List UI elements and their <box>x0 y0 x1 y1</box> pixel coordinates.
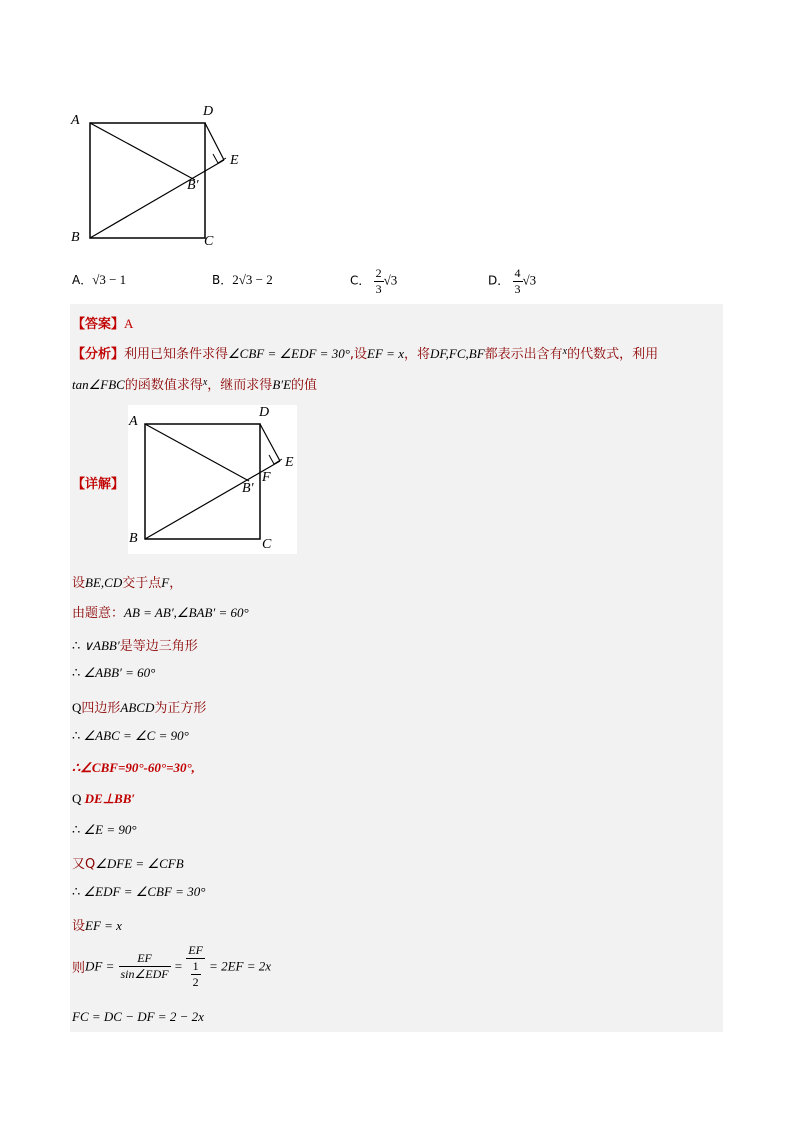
figure-square-rotation <box>60 100 260 260</box>
choice-d-fraction <box>513 266 523 297</box>
choice-d-letter: D． <box>488 273 510 288</box>
analysis-line2-math-3: B′E <box>272 377 292 392</box>
step-3-pre: ∴ <box>72 638 84 653</box>
step-10-pre: 又Q <box>72 857 96 872</box>
detail-tag: 【详解】 <box>72 477 125 492</box>
step-13-f1-num: EF <box>119 951 171 967</box>
step-6-pre: ∴ <box>72 728 84 743</box>
step-4 <box>72 665 155 681</box>
segment-de <box>205 123 224 160</box>
step-13-math-left: DF = <box>85 958 115 974</box>
label-c: C <box>204 234 214 249</box>
detail-label-f: F <box>262 470 271 485</box>
step-13-pre: 则 <box>72 961 86 976</box>
step-14 <box>72 1009 204 1025</box>
step-9 <box>72 822 137 838</box>
choice-c-root: √3 <box>383 272 398 288</box>
step-11-math: ∠EDF = ∠CBF = 30° <box>83 884 206 899</box>
choice-c-letter: C． <box>350 273 371 288</box>
step-9-pre: ∴ <box>72 822 84 837</box>
segment-be <box>90 160 224 238</box>
step-6-math: ∠ABC = ∠C = 90° <box>83 728 189 743</box>
label-b: B <box>71 230 80 245</box>
step-13-fraction-1 <box>119 951 171 982</box>
step-1-math: BE,CD <box>85 575 123 590</box>
step-10-math: ∠DFE = ∠CFB <box>95 856 184 871</box>
analysis-math-4: x <box>562 346 568 357</box>
analysis-text-3: ，将 <box>403 347 430 362</box>
step-5-post-2: 为正方形 <box>154 701 207 716</box>
answer-value: A <box>124 316 134 331</box>
step-1-post: 交于点 <box>122 576 162 591</box>
detail-figure <box>128 405 297 554</box>
step-12-math: EF = x <box>85 918 122 933</box>
choice-b-letter: B． <box>212 273 233 287</box>
step-8-pre: Q <box>72 791 85 806</box>
step-3 <box>72 635 198 654</box>
step-13-half-num: 1 <box>192 959 199 973</box>
step-10 <box>72 853 184 872</box>
analysis-math-1: ∠CBF = ∠EDF = 30° <box>228 346 350 361</box>
step-1-pre: 设 <box>72 576 86 591</box>
step-2-pre: 由题意： <box>72 606 125 621</box>
step-4-pre: ∴ <box>72 665 84 680</box>
choice-c-den: 3 <box>375 282 382 296</box>
label-a: A <box>71 113 80 128</box>
analysis-line2-text-1: 的函数值求得 <box>124 378 203 393</box>
analysis-tag: 【分析】 <box>72 347 125 362</box>
analysis-line2-text-2: ，继而求得 <box>207 378 273 393</box>
choice-b-expr: 2√3 − 2 <box>232 272 273 287</box>
analysis-line-2 <box>72 374 317 393</box>
step-1-post-2: ， <box>169 576 183 591</box>
choice-c-fraction <box>374 266 384 297</box>
label-d: D <box>203 104 214 119</box>
analysis-line2-math-2: x <box>202 377 208 388</box>
step-9-math: ∠E = 90° <box>83 822 137 837</box>
choice-c <box>350 266 397 297</box>
analysis-line2-math: tan∠FBC <box>72 377 125 392</box>
step-12-pre: 设 <box>72 919 86 934</box>
choice-d-root: √3 <box>522 272 537 288</box>
detail-segment-ab-prime <box>145 424 249 481</box>
choice-b <box>212 271 273 288</box>
choice-a-expr: √3 − 1 <box>92 272 127 287</box>
choice-a <box>72 271 126 288</box>
step-7-text: ∴∠CBF=90°-60°=30°, <box>72 760 195 775</box>
segment-ab-prime <box>90 123 195 180</box>
answer-line <box>72 313 133 332</box>
choice-a-letter: A． <box>72 273 93 287</box>
detail-label-d: D <box>259 405 270 420</box>
analysis-line-1 <box>72 343 658 362</box>
step-6 <box>72 728 189 744</box>
label-b-prime: B′ <box>187 178 199 193</box>
detail-label-b: B <box>129 531 138 546</box>
detail-label-b-prime: B′ <box>242 481 254 496</box>
choice-d-num: 4 <box>514 266 521 280</box>
step-13-f1-den: sin∠EDF <box>120 967 169 981</box>
right-angle-mark <box>213 154 226 163</box>
step-4-math: ∠ABB′ = 60° <box>83 665 156 680</box>
detail-segment-de <box>260 424 280 461</box>
step-2-math: AB = AB′,∠BAB′ = 60° <box>124 605 249 620</box>
step-13-half <box>191 959 201 990</box>
analysis-text-4: 都表示出含有 <box>484 347 563 362</box>
step-2 <box>72 602 249 621</box>
step-7 <box>72 760 195 776</box>
analysis-text-2: ,设 <box>349 347 368 362</box>
choice-c-num: 2 <box>375 266 382 280</box>
step-8 <box>72 791 135 807</box>
step-13-fraction-2 <box>186 943 205 990</box>
step-3-math: ∨ABB′ <box>83 638 120 653</box>
step-12 <box>72 915 122 934</box>
step-5-post: 四边形 <box>81 701 121 716</box>
analysis-line2-text-3: 的值 <box>291 378 318 393</box>
step-14-math: FC = DC − DF = 2 − 2x <box>72 1009 204 1024</box>
step-3-post: 是等边三角形 <box>119 639 198 654</box>
step-8-math: DE⊥BB′ <box>84 791 136 806</box>
step-13-eq: = <box>174 958 183 974</box>
analysis-text-1: 利用已知条件求得 <box>124 347 229 362</box>
step-13-f2-den <box>186 959 205 990</box>
detail-label-a: A <box>129 414 138 429</box>
step-5 <box>72 697 206 716</box>
step-13-math-right: = 2EF = 2x <box>209 958 271 974</box>
step-13 <box>72 943 271 990</box>
step-5-pre: Q <box>72 700 82 715</box>
answer-tag: 【答案】 <box>72 317 125 332</box>
step-11-pre: ∴ <box>72 884 84 899</box>
detail-label-c: C <box>262 537 272 552</box>
step-1 <box>72 572 182 591</box>
step-13-f2-num: EF <box>188 943 203 957</box>
step-11 <box>72 884 205 900</box>
detail-right-angle-mark <box>269 455 282 464</box>
step-5-math: ABCD <box>120 700 155 715</box>
analysis-math-2: EF = x <box>367 346 404 361</box>
step-13-half-den: 2 <box>192 975 199 989</box>
choice-d-den: 3 <box>514 282 521 296</box>
label-e: E <box>230 153 239 168</box>
detail-label-e: E <box>285 455 294 470</box>
analysis-text-5: 的代数式，利用 <box>567 347 659 362</box>
step-1-math-2: F <box>161 575 170 590</box>
analysis-math-3: DF,FC,BF <box>430 346 485 361</box>
choice-d <box>488 266 536 297</box>
